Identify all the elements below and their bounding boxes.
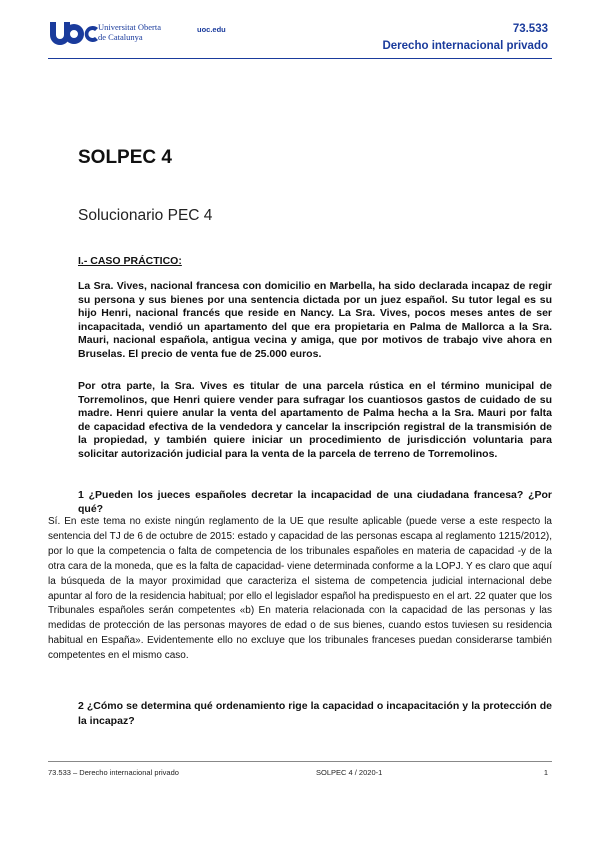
section-heading: I.- CASO PRÁCTICO:	[78, 255, 182, 267]
university-line-2: de Catalunya	[98, 32, 143, 42]
question-2: 2 ¿Cómo se determina qué ordenamiento rige la capacidad o incapacitación y la protección de la incapaz?	[78, 700, 552, 727]
uoc-logo-c	[83, 19, 99, 49]
university-name	[98, 22, 188, 42]
domain-link[interactable]: uoc.edu	[197, 25, 226, 34]
course-name: Derecho internacional privado	[382, 40, 548, 52]
header-divider	[48, 58, 552, 59]
footer-course: 73.533 – Derecho internacional privado	[48, 768, 179, 777]
footer-page-number: 1	[543, 768, 548, 777]
question-1: 1 ¿Pueden los jueces españoles decretar la incapacidad de una ciudadana francesa? ¿Por qué?	[78, 489, 552, 515]
footer-divider	[48, 761, 552, 762]
university-line-1: Universitat Oberta	[98, 22, 162, 32]
answer-1: Sí. En este tema no existe ningún reglamento de la UE que resulte aplicable (puede verse a este respecto la sentencia del TJ de 6 de octubre de 2015: estado y capacidad de las personas escapa al reglamento 1215/2012), por lo que la competencia o falta de competencia de los tribunales españoles en materia de capacidad -y de la otra cara de la moneda, que es la falta de capacidad- viene determinada conforme a la LOPJ. Y es claro que aquí la búsqueda de la mayor proximidad que caracteriza el sistema de competencia judicial internacional debe apuntar al foro de la residencia habitual; por ello el legislador español ha predispuesto en el art. 22 quater que los Tribunales españoles serán competentes «b) En materia relacionada con la capacidad de las personas y las medidas de protección de las personas mayores de edad o de sus bienes, cuando estos tuviesen su residencia habitual en España». Evidentemente ello no excluye que los tribunales franceses puedan considerarse también competentes en el mismo caso.	[48, 516, 552, 662]
document-subtitle: Solucionario PEC 4	[78, 207, 213, 224]
case-paragraph-2: Por otra parte, la Sra. Vives es titular de una parcela rústica en el término municipal de Torremolinos, que Henri quiere vender para sufragar los cuantiosos gastos de cuidado de su madre. Henri quiere anular la venta del apartamento de Palma hecha a la Sra. Mauri por falta de capacidad efectiva de la vendedora y cancelar la inscripción registral de la transmisión de la propiedad, y también quiere iniciar un procedimiento de jurisdicción voluntaria para solicitar autorización judicial para la venta de la parcela de terreno de Torremolinos.	[78, 380, 552, 460]
case-paragraph-1: La Sra. Vives, nacional francesa con domicilio en Marbella, ha sido declarada incapaz de regir su persona y sus bienes por una sentencia dictada por un juez español. Su tutor legal es su hijo Henri, nacional francés que reside en Nancy. La Sra. Vives, pocos meses antes de ser incapacitada, vendió un apartamento del que era propietaria en Palma de Mallorca a la Sra. Mauri, nacional española, antigua vecina y amiga, que por motivos de trabajo vive ahora en Bruselas. El precio de venta fue de 25.000 euros.	[78, 280, 552, 360]
document-title: SOLPEC 4	[78, 147, 172, 168]
footer-document: SOLPEC 4 / 2020-1	[316, 768, 383, 777]
course-code: 73.533	[512, 23, 548, 35]
